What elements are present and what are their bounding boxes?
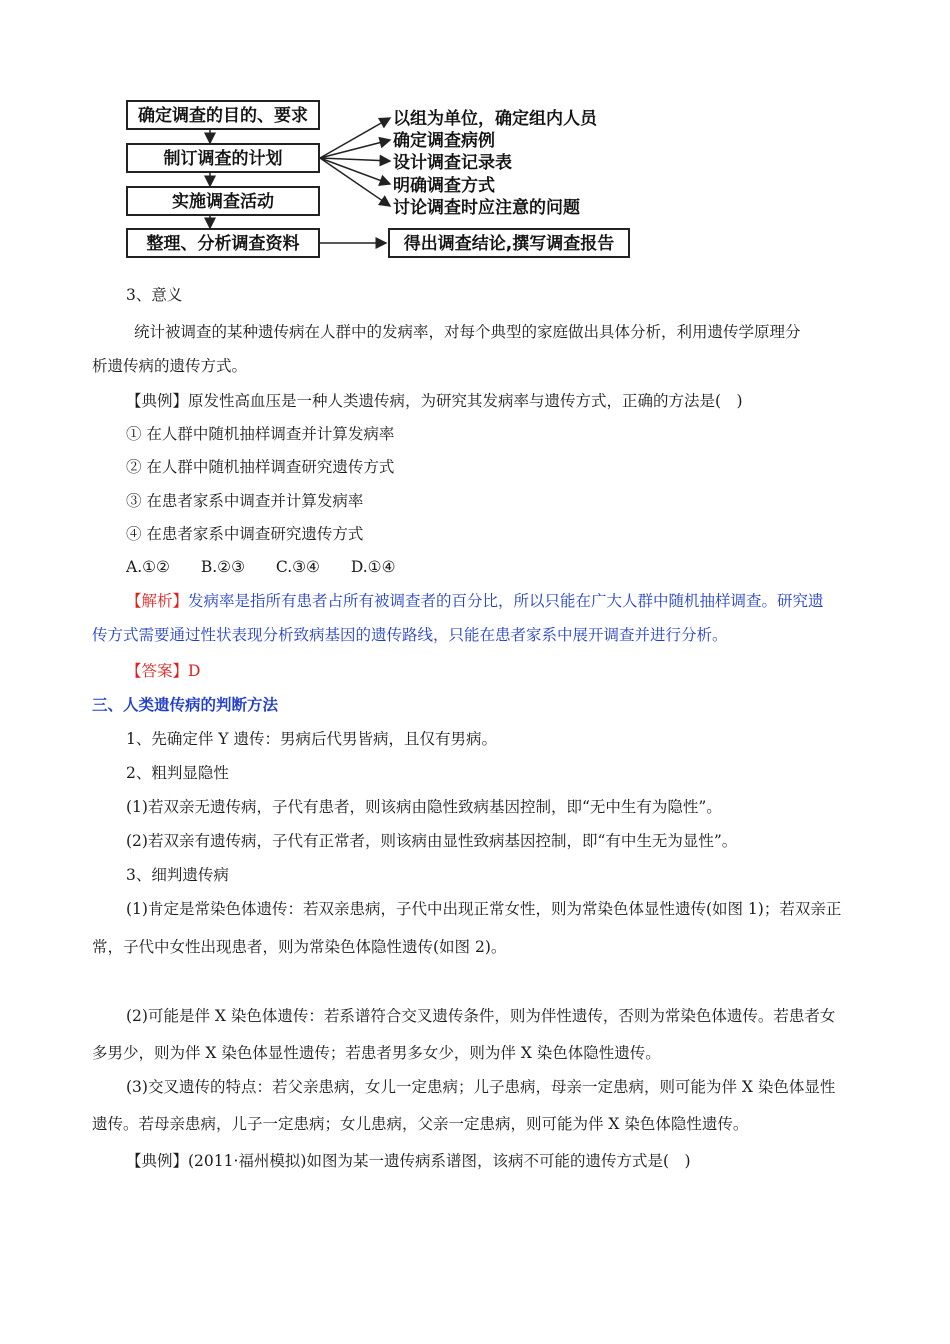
judge-p3: 3、细判遗传病 [126, 866, 229, 884]
plan-arrow-1 [320, 118, 390, 158]
judge-p3c-line2: 遗传。若母亲患病，儿子一定患病；女儿患病，父亲一定患病，则可能为伴 X 染色体隐性遗传。 [92, 1115, 749, 1133]
example1-item-1: ① 在人群中随机抽样调查并计算发病率 [126, 425, 395, 443]
meaning-text-line2: 析遗传病的遗传方式。 [92, 357, 248, 375]
option-a: A.①② [126, 558, 170, 576]
plan-item-2: 确定调查病例 [393, 131, 495, 151]
example1-answer: 【答案】D [126, 662, 201, 680]
plan-arrow-3 [320, 158, 390, 161]
analysis-text: 发病率是指所有患者占所有被调查者的百分比，所以只能在广大人群中随机抽样调查。研究遗 [188, 592, 824, 610]
judge-p1: 1、先确定伴 Y 遗传：男病后代男皆病，且仅有男病。 [126, 730, 497, 748]
example1-item-2: ② 在人群中随机抽样调查研究遗传方式 [126, 458, 395, 476]
plan-arrow-4 [320, 158, 390, 184]
judge-p3b-line1: (2)可能是伴 X 染色体遗传：若系谱符合交叉遗传条件，则为伴性遗传，否则为常染色体遗传。若患者女 [126, 1007, 836, 1025]
judge-p2a: (1)若双亲无遗传病，子代有患者，则该病由隐性致病基因控制，即“无中生有为隐性”。 [126, 798, 722, 816]
step-label-1: 确定调查的目的、要求 [138, 106, 308, 126]
result-label: 得出调查结论,撰写调查报告 [403, 234, 615, 254]
plan-item-4: 明确调查方式 [393, 176, 495, 196]
plan-item-1: 以组为单位，确定组内人员 [393, 109, 597, 129]
example2-question: 【典例】(2011·福州模拟)如图为某一遗传病系谱图，该病不可能的遗传方式是( ) [126, 1152, 691, 1170]
judge-p3a-line1: (1)肯定是常染色体遗传：若双亲患病，子代中出现正常女性，则为常染色体显性遗传(如图 1)；若双亲正 [126, 900, 842, 918]
example1-options [126, 556, 906, 578]
option-d: D.①④ [350, 558, 396, 576]
example1-item-3: ③ 在患者家系中调查并计算发病率 [126, 492, 364, 510]
analysis-label: 【解析】 [126, 592, 189, 610]
step-label-4: 整理、分析调查资料 [146, 234, 300, 254]
option-c: C.③④ [275, 558, 320, 576]
judge-p3a-line2: 常，子代中女性出现患者，则为常染色体隐性遗传(如图 2)。 [92, 938, 507, 956]
judge-p3c-line1: (3)交叉遗传的特点：若父亲患病，女儿一定患病；儿子患病，母亲一定患病，则可能为伴 X 染色体显性 [126, 1078, 836, 1096]
judge-p2: 2、粗判显隐性 [126, 764, 229, 782]
plan-arrow-2 [320, 140, 390, 158]
example1-item-4: ④ 在患者家系中调查研究遗传方式 [126, 525, 364, 543]
step-label-3: 实施调查活动 [172, 192, 274, 212]
meaning-text-line1: 统计被调查的某种遗传病在人群中的发病率，对每个典型的家庭做出具体分析，利用遗传学原理分 [134, 323, 801, 341]
judge-p3b-line2: 多男少，则为伴 X 染色体显性遗传；若患者男多女少，则为伴 X 染色体隐性遗传。 [92, 1044, 661, 1062]
example1-analysis-line1 [126, 590, 906, 612]
example1-question: 【典例】原发性高血压是一种人类遗传病，为研究其发病率与遗传方式，正确的方法是( ) [126, 392, 743, 410]
example1-analysis-line2: 传方式需要通过性状表现分析致病基因的遗传路线，只能在患者家系中展开调查并进行分析。 [92, 626, 728, 644]
judge-p2b: (2)若双亲有遗传病，子代有正常者，则该病由显性致病基因控制，即“有中生无为显性”。 [126, 832, 738, 850]
survey-flow-diagram [0, 0, 950, 270]
plan-item-3: 设计调查记录表 [393, 153, 512, 173]
section-heading-judgement: 三、人类遗传病的判断方法 [92, 696, 279, 714]
step-label-2: 制订调查的计划 [163, 149, 283, 169]
plan-arrow-5 [320, 158, 390, 206]
section-title-meaning: 3、意义 [126, 286, 183, 304]
option-b: B.②③ [200, 558, 245, 576]
plan-item-5: 讨论调查时应注意的问题 [393, 198, 580, 218]
